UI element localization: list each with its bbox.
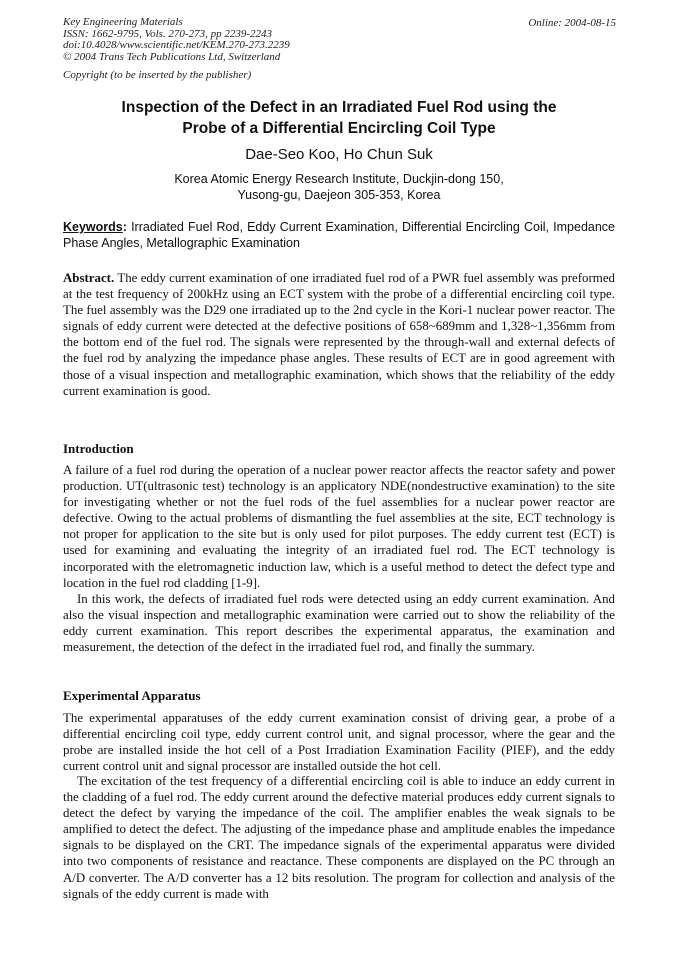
affiliation-line-1: Korea Atomic Energy Research Institute, Duckjin-dong 150, (174, 172, 504, 186)
intro-paragraph-1: A failure of a fuel rod during the operation of a nuclear power reactor affects the reactor safety and power production. UT(ultrasonic test) technology is an applicatory NDE(nondestructive examination) to the site for investigating whether or not the fuel rods of the fuel assemblies for a nuclear power reactor are defective. Owing to the actual problems of dismantling the fuel assemblies at the site, ECT technology is not proper for application to the site but is only used for pilot purposes. The eddy current test (ECT) is used for examining and evaluating the integrity of an irradiated fuel rod. The ECT technology is incorporated with the eletromagnetic induction law, which is a useful method to detect the defect type and location in the fuel rod cladding [1-9]. (63, 463, 615, 590)
keywords (63, 219, 615, 251)
exp-paragraph-2: The excitation of the test frequency of a differential encircling coil is able to induce an eddy current in the cladding of a fuel rod. The eddy current around the defective material produces eddy current signals to detect the defect by varying the impedance of the coil. The amplifier enables the weak signals to be amplified to detect the defect. The adjusting of the impedance phase and amplitude enables the impedance signals to be displayed on the CRT. The impedance signals of the experimental apparatus were divided into two components of resistance and reactance. These components are displayed on the PC through an A/D converter. The A/D converter has a 12 bits resolution. The program for collection and analysis of the signals of the eddy current is made with (63, 774, 615, 901)
keywords-colon: : (122, 220, 127, 234)
abstract (63, 270, 615, 399)
affiliation (0, 172, 678, 203)
journal-name: Key Engineering Materials (63, 16, 183, 28)
keywords-label: Keywords (63, 220, 123, 234)
abstract-text: The eddy current examination of one irradiated fuel rod of a PWR fuel assembly was preformed at the test frequency of 200kHz using an ECT system with the probe of a differential encircling coil type. The fuel assembly was the D29 one irradiated up to the 2nd cycle in the Kori-1 nuclear power reactor. The signals of eddy current were detected at the defective positions of 658~689mm and 1,328~1,356mm from the bottom end of the fuel rod. The signals were represented by the through-wall and external defects of the fuel rod by analyzing the impedance phase angles. These results of ECT are in good agreement with those of a visual inspection and metallographic examination, which shows that the reliability of the eddy current examination is good. (63, 271, 615, 398)
abstract-label: Abstract. (63, 271, 115, 285)
issn-line: ISSN: 1662-9795, Vols. 270-273, pp 2239-2243 (63, 27, 272, 40)
experimental-apparatus-heading: Experimental Apparatus (63, 688, 201, 703)
paper-title (0, 97, 678, 139)
online-date: Online: 2004-08-15 (528, 17, 616, 29)
doi-line: doi:10.4028/www.scientific.net/KEM.270-273.2239 (63, 39, 290, 51)
title-line-1: Inspection of the Defect in an Irradiated Fuel Rod using the (121, 99, 557, 116)
introduction-heading: Introduction (63, 441, 134, 456)
affiliation-line-2: Yusong-gu, Daejeon 305-353, Korea (237, 187, 441, 202)
publisher-note: Copyright (to be inserted by the publisher) (63, 69, 252, 81)
exp-paragraph-1: The experimental apparatuses of the eddy current examination consist of driving gear, a probe of a differential encircling coil type, eddy current control unit, and signal processor, where the gear and the probe are installed inside the hot cell of a Post Irradiation Examination Facility (PIEF), and the eddy current control unit and signal processor are installed outside the hot cell. (63, 711, 615, 774)
authors: Dae-Seo Koo, Ho Chun Suk (245, 146, 433, 163)
copyright-line: © 2004 Trans Tech Publications Ltd, Switzerland (63, 50, 281, 63)
intro-paragraph-2: In this work, the defects of irradiated fuel rods were detected using an eddy current examination. And also the visual inspection and metallographic examination were carried out to show the reliability of the eddy current examination. This report describes the experimental apparatus, the examination and measurement, the detection of the defect in the irradiated fuel rod, and finally the summary. (63, 592, 615, 655)
title-line-2: Probe of a Differential Encircling Coil Type (182, 120, 496, 137)
keywords-text: Irradiated Fuel Rod, Eddy Current Examination, Differential Encircling Coil, Impedance Phase Angles, Metallographic Examination (63, 220, 615, 250)
